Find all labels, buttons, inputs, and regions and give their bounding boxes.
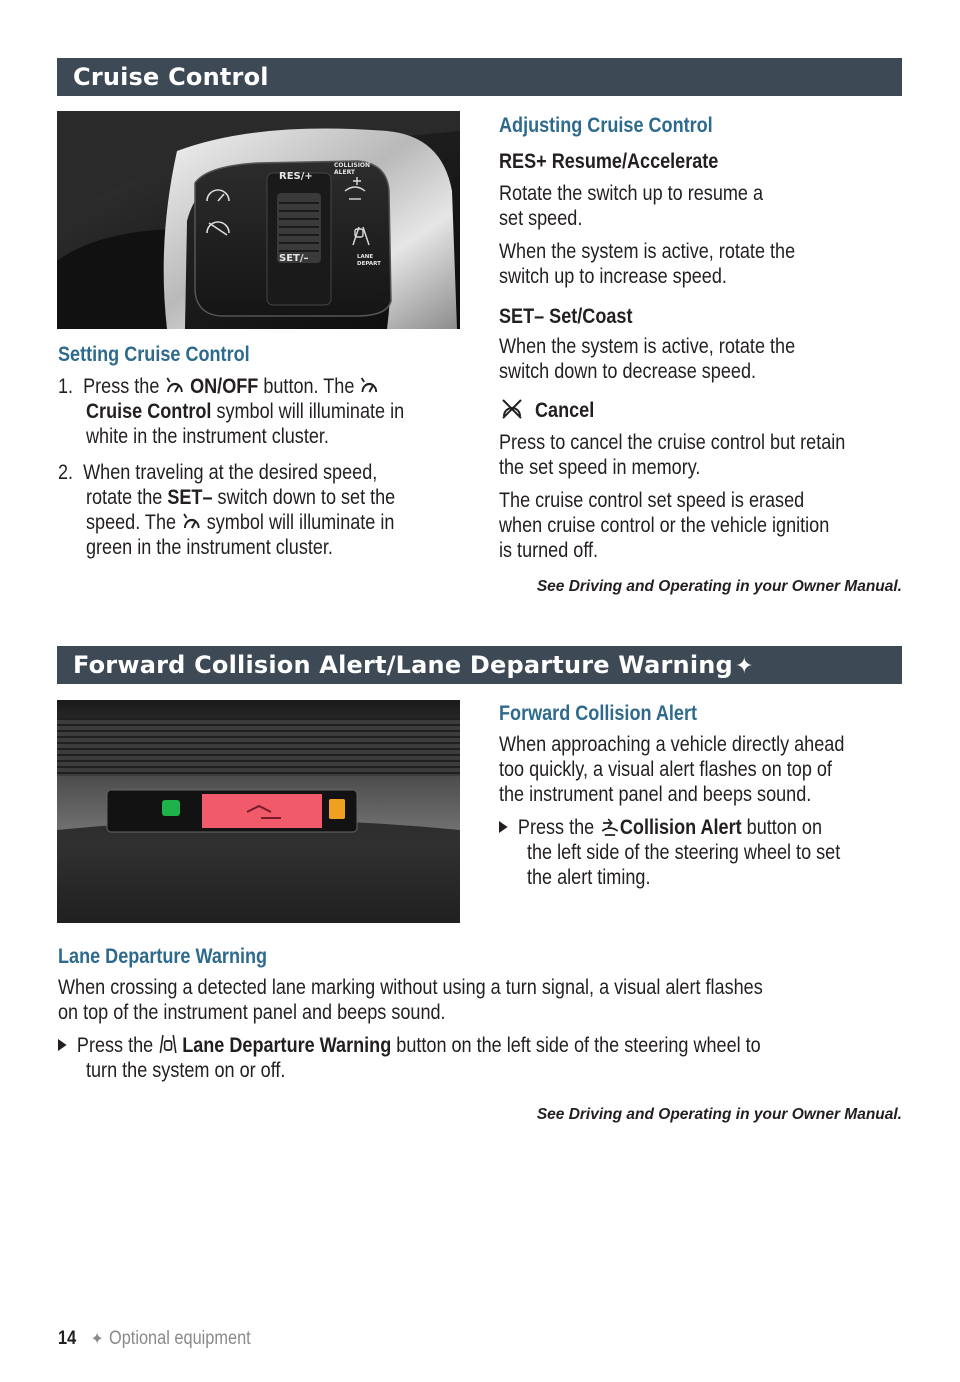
res-paragraph-2: When the system is active, rotate the switch up to increase speed. (499, 240, 796, 288)
step-text: speed. The (86, 511, 177, 534)
ldw-bullet-cont: turn the system on or off. (86, 1059, 286, 1082)
res-heading: RES+ Resume/Accelerate (499, 150, 719, 173)
step-text: switch down to set the (217, 486, 396, 509)
ldw-heading: Lane Departure Warning (58, 945, 268, 968)
step-number: 1. (58, 375, 74, 398)
setting-step-2-l2 (86, 485, 446, 510)
set-label: SET/– (279, 253, 309, 264)
cancel-heading-row (499, 398, 604, 425)
cancel-heading: Cancel (535, 399, 595, 422)
bullet-text: button on the left side of the steering wheel to (396, 1034, 761, 1057)
steering-wheel-controls-photo (57, 111, 460, 329)
set-coast-heading: SET– Set/Coast (499, 305, 633, 328)
setting-step-1-end: white in the instrument cluster. (86, 425, 329, 448)
step-text: button. The (263, 375, 355, 398)
fca-paragraph: When approaching a vehicle directly ahead too quickly, a visual alert flashes on top of the instrument panel and beeps sound. (499, 733, 845, 806)
set-label-text: SET– (167, 486, 213, 509)
bullet-text: Press the (76, 1034, 154, 1057)
ldw-bullet (58, 1033, 875, 1061)
forward-collision-banner (57, 646, 902, 684)
fcw-owner-manual-note: See Driving and Operating in your Owner Manual. (536, 1106, 902, 1123)
fca-bullet-cont: the left side of the steering wheel to set the alert timing. (527, 841, 841, 889)
cruise-control-banner (57, 58, 902, 96)
setting-step-2-l3 (86, 510, 445, 538)
bullet-arrow-icon (58, 1039, 67, 1051)
lane-label-2: DEPART (357, 261, 381, 267)
lane-label-1: LANE (357, 254, 374, 260)
step-text: symbol will illuminate in (206, 511, 395, 534)
footer (58, 1328, 274, 1350)
setting-step-1 (58, 374, 518, 402)
res-paragraph-1: Rotate the switch up to resume a set speed. (499, 182, 764, 230)
section-title: Cruise Control (73, 63, 269, 91)
cruise-control-label: Cruise Control (86, 400, 212, 423)
optional-star-icon: ✦ (734, 654, 754, 679)
set-paragraph: When the system is active, rotate the switch down to decrease speed. (499, 335, 796, 383)
cruise-owner-manual-note: See Driving and Operating in your Owner Manual. (536, 578, 902, 595)
cancel-paragraph-1: Press to cancel the cruise control but retain the set speed in memory. (499, 431, 846, 479)
bullet-arrow-icon (499, 821, 508, 833)
setting-cruise-heading: Setting Cruise Control (58, 343, 250, 366)
setting-step-2 (58, 460, 429, 485)
bullet-text: Press the (517, 816, 595, 839)
page-number: 14 (58, 1328, 77, 1349)
section-title: Forward Collision Alert/Lane Departure Warning (73, 651, 733, 679)
lane-departure-label: Lane Departure Warning (182, 1034, 392, 1057)
step-text: Press the (83, 375, 160, 398)
lane-departure-icon (158, 1033, 177, 1061)
fca-heading: Forward Collision Alert (499, 702, 698, 725)
ldw-paragraph: When crossing a detected lane marking without using a turn signal, a visual alert flashes on top of the instrument panel and beeps sound. (58, 976, 763, 1024)
res-label: RES/+ (279, 171, 313, 182)
cancel-cruise-icon (499, 398, 525, 425)
collision-alert-label: Collision Alert (619, 816, 742, 839)
step-text: When traveling at the desired speed, (83, 461, 378, 484)
setting-step-2-l4: green in the instrument cluster. (86, 536, 333, 559)
dashboard-alert-photo (57, 700, 460, 923)
step-text: symbol will illuminate in (216, 400, 405, 423)
optional-equipment-label: Optional equipment (109, 1328, 251, 1349)
setting-step-1-cont (86, 399, 546, 424)
optional-star-icon: ✦ (90, 1331, 104, 1348)
collision-label-1: COLLISION (334, 162, 371, 169)
step-number: 2. (58, 461, 74, 484)
on-off-label: ON/OFF (190, 375, 259, 398)
collision-label-2: ALERT (334, 169, 356, 176)
adjusting-cruise-heading: Adjusting Cruise Control (499, 114, 713, 137)
cancel-paragraph-2: The cruise control set speed is erased when cruise control or the vehicle ignition is turned off. (499, 489, 830, 562)
fca-bullet (499, 815, 875, 843)
bullet-text: button on (746, 816, 822, 839)
step-text: rotate the (86, 486, 163, 509)
